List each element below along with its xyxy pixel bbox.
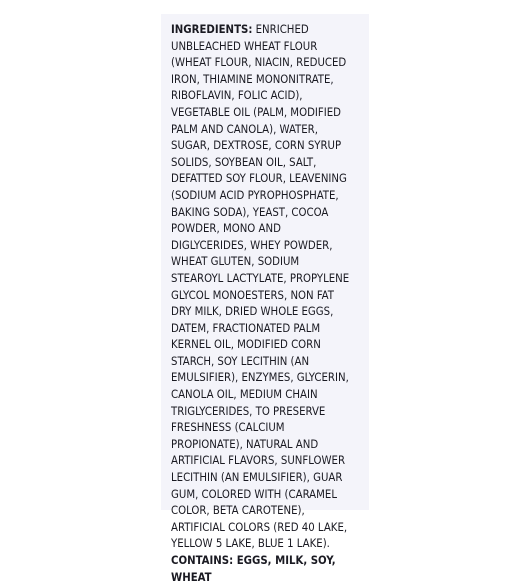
ingredients-line: LECITHIN (AN EMULSIFIER), GUAR — [171, 471, 343, 485]
contains-allergens-line: WHEAT — [171, 570, 212, 584]
ingredients-line: POWDER, MONO AND — [171, 222, 281, 236]
ingredients-line: VEGETABLE OIL (PALM, MODIFIED — [171, 105, 341, 119]
ingredients-line: DIGLYCERIDES, WHEY POWDER, — [171, 238, 333, 252]
ingredients-text-segment: ENRICHED — [252, 23, 309, 36]
ingredients-line: DATEM, FRACTIONATED PALM — [171, 321, 321, 335]
ingredients-line: KERNEL OIL, MODIFIED CORN — [171, 338, 321, 352]
ingredients-list — [171, 22, 369, 586]
ingredients-line: SOLIDS, SOYBEAN OIL, SALT, — [171, 155, 317, 169]
contains-allergens-line: CONTAINS: EGGS, MILK, SOY, — [171, 554, 336, 567]
ingredients-line: STEAROYL LACTYLATE, PROPYLENE — [171, 271, 350, 285]
ingredients-line: (SODIUM ACID PYROPHOSPHATE, — [171, 188, 339, 202]
ingredients-line: BAKING SODA), YEAST, COCOA — [171, 205, 329, 219]
ingredients-line: DRY MILK, DRIED WHOLE EGGS, — [171, 305, 334, 319]
ingredients-line: WHEAT GLUTEN, SODIUM — [171, 255, 300, 269]
ingredients-line: PROPIONATE), NATURAL AND — [171, 437, 319, 451]
ingredients-line: SUGAR, DEXTROSE, CORN SYRUP — [171, 139, 342, 153]
ingredients-line: ARTIFICIAL COLORS (RED 40 LAKE, — [171, 520, 348, 534]
ingredients-heading: INGREDIENTS: — [171, 23, 253, 36]
ingredients-line: ARTIFICIAL FLAVORS, SUNFLOWER — [171, 454, 346, 468]
ingredients-line — [171, 22, 369, 39]
ingredients-line: EMULSIFIER), ENZYMES, GLYCERIN, — [171, 371, 349, 385]
ingredients-line: COLOR, BETA CAROTENE), — [171, 504, 305, 518]
ingredients-line: GUM, COLORED WITH (CARAMEL — [171, 487, 337, 501]
ingredients-line: UNBLEACHED WHEAT FLOUR — [171, 39, 318, 53]
ingredients-label-panel — [161, 14, 369, 584]
ingredients-line: TRIGLYCERIDES, TO PRESERVE — [171, 404, 326, 418]
ingredients-line: (WHEAT FLOUR, NIACIN, REDUCED — [171, 56, 347, 70]
ingredients-line: FRESHNESS (CALCIUM — [171, 421, 285, 435]
ingredients-line: YELLOW 5 LAKE, BLUE 1 LAKE). — [171, 537, 330, 551]
ingredients-line: DEFATTED SOY FLOUR, LEAVENING — [171, 172, 347, 186]
ingredients-line: IRON, THIAMINE MONONITRATE, — [171, 72, 334, 86]
ingredients-line: STARCH, SOY LECITHIN (AN — [171, 354, 310, 368]
ingredients-line: CANOLA OIL, MEDIUM CHAIN — [171, 388, 318, 402]
ingredients-line: GLYCOL MONOESTERS, NON FAT — [171, 288, 334, 302]
ingredients-line: RIBOFLAVIN, FOLIC ACID), — [171, 89, 303, 103]
ingredients-line: PALM AND CANOLA), WATER, — [171, 122, 318, 136]
